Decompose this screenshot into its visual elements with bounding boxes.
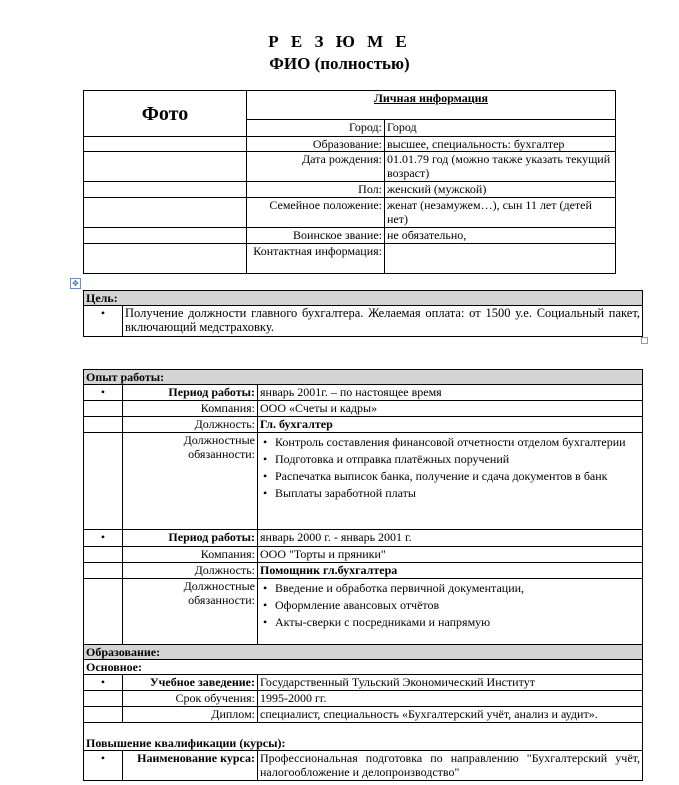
table-resize-handle[interactable] <box>641 337 648 344</box>
list-item: • Акты-сверки с посредниками и напрямую <box>260 615 640 629</box>
job-bullet: • <box>84 530 123 547</box>
goal-bullet: • <box>84 306 123 337</box>
education-subheading: Основное: <box>84 660 643 675</box>
contact-info-label: Контактная информация: <box>247 244 385 274</box>
photo-cell <box>84 137 247 152</box>
list-item: • Введение и обработка первичной документации, <box>260 581 640 595</box>
photo-cell <box>84 182 247 198</box>
resume-title: Р Е З Ю М Е <box>268 32 411 51</box>
table-move-handle-icon[interactable]: ✥ <box>70 278 81 289</box>
job-period-value: январь 2001г. – по настоящее время <box>258 385 643 401</box>
list-item: • Контроль составления финансовой отчетности отделом бухгалтерии <box>260 435 640 449</box>
job-duties-list <box>260 435 640 500</box>
list-item: • Выплаты заработной платы <box>260 486 640 500</box>
job-period-label: Период работы: <box>123 385 258 401</box>
job-position-value: Помощник гл.бухгалтера <box>258 563 643 579</box>
job-company-label: Компания: <box>123 547 258 563</box>
military-rank-label: Воинское звание: <box>247 228 385 244</box>
photo-cell <box>84 152 247 182</box>
job-company-label: Компания: <box>123 401 258 417</box>
study-period-value: 1995-2000 гг. <box>258 691 643 707</box>
personal-info-table <box>83 90 616 274</box>
job-position-value: Гл. бухгалтер <box>258 417 643 433</box>
job-duties-label: Должностные обязанности: <box>123 579 258 645</box>
photo-cell <box>84 228 247 244</box>
education-heading: Образование: <box>84 645 643 660</box>
marital-status-value: женат (незамужем…), сын 11 лет (детей нет) <box>385 198 616 228</box>
photo-cell <box>84 198 247 228</box>
course-bullet: • <box>84 751 123 781</box>
gender-label: Пол: <box>247 182 385 198</box>
education-value: высшее, специальность: бухгалтер <box>385 137 616 152</box>
goal-text: Получение должности главного бухгалтера. Желаемая оплата: от 1500 у.е. Социальный пакет, включающий медстраховку. <box>123 306 643 337</box>
diploma-value: специалист, специальность «Бухгалтерский учёт, анализ и аудит». <box>258 707 643 723</box>
photo-placeholder: Фото <box>84 91 247 137</box>
city-label: Город: <box>247 120 385 137</box>
experience-table <box>83 369 643 781</box>
job-duties-cell <box>258 579 643 645</box>
experience-heading: Опыт работы: <box>84 370 643 385</box>
marital-status-label: Семейное положение: <box>247 198 385 228</box>
job-position-label: Должность: <box>123 563 258 579</box>
study-period-label: Срок обучения: <box>123 691 258 707</box>
gender-value: женский (мужской) <box>385 182 616 198</box>
job-duties-label: Должностные обязанности: <box>123 433 258 530</box>
courses-heading: Повышение квалификации (курсы): <box>84 723 643 751</box>
job-period-value: январь 2000 г. - январь 2001 г. <box>258 530 643 547</box>
military-rank-value: не обязательно, <box>385 228 616 244</box>
job-bullet: • <box>84 385 123 401</box>
education-label: Образование: <box>247 137 385 152</box>
list-item: • Подготовка и отправка платёжных поручений <box>260 452 640 466</box>
job-company-value: ООО "Торты и пряники" <box>258 547 643 563</box>
job-period-label: Период работы: <box>123 530 258 547</box>
list-item: • Распечатка выписок банка, получение и сдача документов в банк <box>260 469 640 483</box>
contact-info-value <box>385 244 616 274</box>
personal-info-heading: Личная информация <box>247 91 616 120</box>
photo-cell <box>84 244 247 274</box>
full-name-heading: ФИО (полностью) <box>269 54 410 73</box>
city-value: Город <box>385 120 616 137</box>
goal-table <box>83 290 643 337</box>
job-duties-cell <box>258 433 643 530</box>
job-duties-list <box>260 581 640 629</box>
education-bullet: • <box>84 675 123 691</box>
course-name-value: Профессиональная подготовка по направлению "Бухгалтерский учёт, налогообложение и делопроизводство" <box>258 751 643 781</box>
birthdate-label: Дата рождения: <box>247 152 385 182</box>
goal-heading: Цель: <box>84 291 643 306</box>
job-company-value: ООО «Счеты и кадры» <box>258 401 643 417</box>
institution-value: Государственный Тульский Экономический Институт <box>258 675 643 691</box>
diploma-label: Диплом: <box>123 707 258 723</box>
course-name-label: Наименование курса: <box>123 751 258 781</box>
job-position-label: Должность: <box>123 417 258 433</box>
list-item: • Оформление авансовых отчётов <box>260 598 640 612</box>
institution-label: Учебное заведение: <box>123 675 258 691</box>
birthdate-value: 01.01.79 год (можно также указать текущий возраст) <box>385 152 616 182</box>
